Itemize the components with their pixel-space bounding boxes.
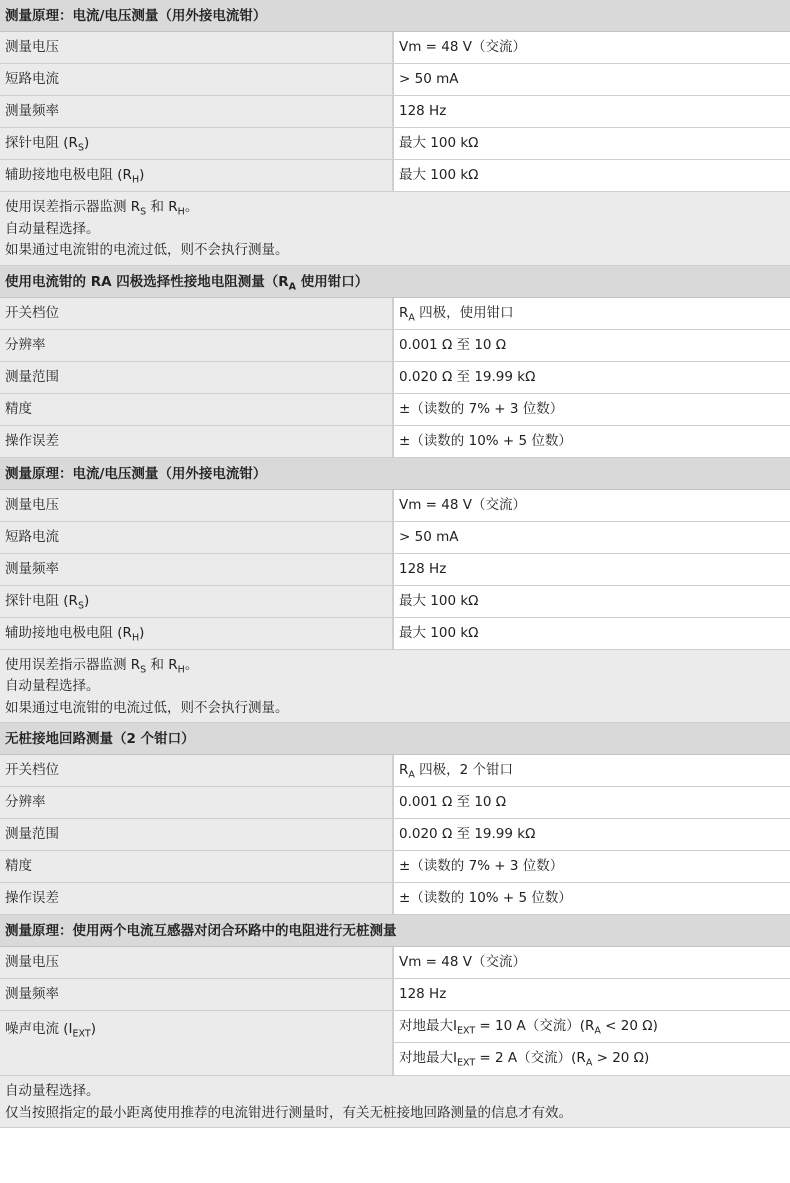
header-text: 使用电流钳的 RA 四极选择性接地电阻测量（R (5, 273, 289, 290)
row-label (0, 128, 394, 159)
subscript: A (408, 312, 415, 324)
label-text: ) (83, 592, 90, 609)
value-text: > 20 Ω) (592, 1050, 650, 1066)
section-header: 测量原理：电流/电压测量（用外接电流钳） (0, 458, 790, 490)
row-label: 测量电压 (0, 490, 394, 521)
note-text: 。 (184, 199, 199, 215)
row-label (0, 160, 394, 191)
subscript: S (140, 664, 147, 676)
subscript: A (408, 769, 415, 781)
value-text: < 20 Ω) (600, 1018, 658, 1034)
label-text: ) (83, 135, 90, 151)
row-label: 操作误差 (0, 883, 394, 914)
label-text: 探针电阻 (R (5, 135, 78, 151)
table-row (0, 362, 790, 394)
label-text: 探针电阻 (R (5, 592, 78, 609)
row-value: ±（读数的 7% + 3 位数） (399, 400, 564, 417)
row-value: > 50 mA (399, 71, 459, 87)
row-value: 128 Hz (399, 986, 447, 1002)
table-row (0, 32, 790, 64)
row-label: 精度 (0, 851, 394, 882)
subscript: EXT (72, 1028, 91, 1040)
table-row (0, 851, 790, 883)
row-label: 测量频率 (0, 554, 394, 585)
table-row (0, 426, 790, 458)
subscript: H (131, 174, 140, 186)
header-text: 使用钳口） (296, 273, 369, 290)
row-label: 操作误差 (0, 426, 394, 457)
row-label: 开关档位 (0, 298, 394, 329)
row-value: 最大 100 kΩ (399, 624, 479, 641)
label-text: 辅助接地电极电阻 (R (5, 167, 132, 183)
table-row (0, 490, 790, 522)
value-text: = 10 A（交流）(R (475, 1018, 595, 1034)
row-label: 测量电压 (0, 947, 394, 978)
row-value: 0.001 Ω 至 10 Ω (399, 794, 507, 810)
note-text: 使用误差指示器监测 R (5, 199, 141, 215)
table-row (0, 1011, 790, 1076)
section-header: 无桩接地回路测量（2 个钳口） (0, 723, 790, 755)
table-row (0, 787, 790, 819)
subscript: S (77, 600, 84, 612)
row-label: 分辨率 (0, 330, 394, 361)
table-row (0, 979, 790, 1011)
note-line: 如果通过电流钳的电流过低，则不会执行测量。 (5, 242, 289, 258)
note-line: 自动量程选择。 (5, 220, 100, 237)
row-value: Vm = 48 V（交流） (399, 496, 526, 513)
table-row (0, 96, 790, 128)
row-value: 最大 100 kΩ (399, 167, 479, 183)
section-header: 测量原理：电流/电压测量（用外接电流钳） (0, 0, 790, 32)
row-label: 测量范围 (0, 819, 394, 850)
table-row (0, 947, 790, 979)
section-header: 测量原理：使用两个电流互感器对闭合环路中的电阻进行无桩测量 (0, 915, 790, 947)
label-text: ) (139, 167, 145, 183)
subscript: H (177, 664, 185, 676)
table-row (0, 522, 790, 554)
note-text: 。 (184, 656, 199, 673)
note-line: 自动量程选择。 (5, 678, 100, 694)
table-row (0, 394, 790, 426)
table-row (0, 554, 790, 586)
label-text: ) (90, 1021, 96, 1037)
value-text: R (399, 762, 409, 778)
table-row (0, 160, 790, 192)
value-text: = 2 A（交流）(R (475, 1050, 586, 1066)
row-value: ±（读数的 10% + 5 位数） (399, 432, 572, 449)
row-value: Vm = 48 V（交流） (399, 39, 526, 55)
row-value (394, 1011, 790, 1043)
row-value (394, 1043, 790, 1075)
note-line (5, 655, 785, 677)
row-value: ±（读数的 10% + 5 位数） (399, 890, 572, 906)
row-value (394, 755, 790, 786)
note-line: 仅当按照指定的最小距离使用推荐的电流钳进行测量时，有关无桩接地回路测量的信息才有效。 (5, 1104, 572, 1121)
subscript: H (177, 206, 185, 218)
value-text: 对地最大I (399, 1018, 457, 1034)
row-label: 测量电压 (0, 32, 394, 63)
note-line: 如果通过电流钳的电流过低，则不会执行测量。 (5, 699, 289, 716)
table-row (0, 883, 790, 915)
row-value (394, 298, 790, 329)
table-row (0, 819, 790, 851)
table-row (0, 330, 790, 362)
subscript: S (77, 142, 84, 154)
row-label: 短路电流 (0, 522, 394, 553)
section-header (0, 266, 790, 298)
note-text: 使用误差指示器监测 R (5, 656, 141, 673)
row-label (0, 618, 394, 649)
row-value: Vm = 48 V（交流） (399, 954, 526, 970)
row-value: 0.020 Ω 至 19.99 kΩ (399, 368, 536, 385)
value-text: 四极，2 个钳口 (414, 762, 514, 778)
value-text: R (399, 304, 409, 321)
subscript: A (594, 1025, 601, 1037)
table-row (0, 618, 790, 650)
section-note (0, 650, 790, 724)
row-value: 128 Hz (399, 560, 447, 577)
subscript: H (131, 632, 140, 644)
note-text: 和 R (146, 656, 178, 673)
row-values (394, 1011, 790, 1075)
table-row (0, 64, 790, 96)
row-label: 开关档位 (0, 755, 394, 786)
note-line (5, 197, 785, 219)
row-label: 短路电流 (0, 64, 394, 95)
label-text: 辅助接地电极电阻 (R (5, 624, 132, 641)
note-line: 自动量程选择。 (5, 1083, 100, 1099)
row-value: ±（读数的 7% + 3 位数） (399, 858, 564, 874)
label-text: ) (139, 624, 145, 641)
row-value: > 50 mA (399, 528, 459, 545)
value-text: 对地最大I (399, 1050, 457, 1066)
row-value: 0.020 Ω 至 19.99 kΩ (399, 826, 536, 842)
subscript: A (585, 1057, 593, 1069)
table-row (0, 298, 790, 330)
subscript: S (140, 206, 147, 218)
row-label: 精度 (0, 394, 394, 425)
value-text: 四极，使用钳口 (414, 304, 514, 321)
table-row (0, 128, 790, 160)
row-label: 测量频率 (0, 96, 394, 127)
row-value: 最大 100 kΩ (399, 592, 479, 609)
note-text: 和 R (146, 199, 178, 215)
row-value: 128 Hz (399, 103, 447, 119)
subscript: A (288, 281, 296, 293)
row-label: 分辨率 (0, 787, 394, 818)
row-label (0, 586, 394, 617)
table-row (0, 755, 790, 787)
row-value: 0.001 Ω 至 10 Ω (399, 336, 507, 353)
row-value: 最大 100 kΩ (399, 135, 479, 151)
row-label (0, 1011, 394, 1075)
section-note (0, 1076, 790, 1128)
table-row (0, 586, 790, 618)
label-text: 噪声电流 (I (5, 1021, 73, 1037)
row-label: 测量频率 (0, 979, 394, 1010)
row-label: 测量范围 (0, 362, 394, 393)
subscript: EXT (456, 1025, 476, 1037)
subscript: EXT (456, 1057, 476, 1069)
section-note (0, 192, 790, 266)
